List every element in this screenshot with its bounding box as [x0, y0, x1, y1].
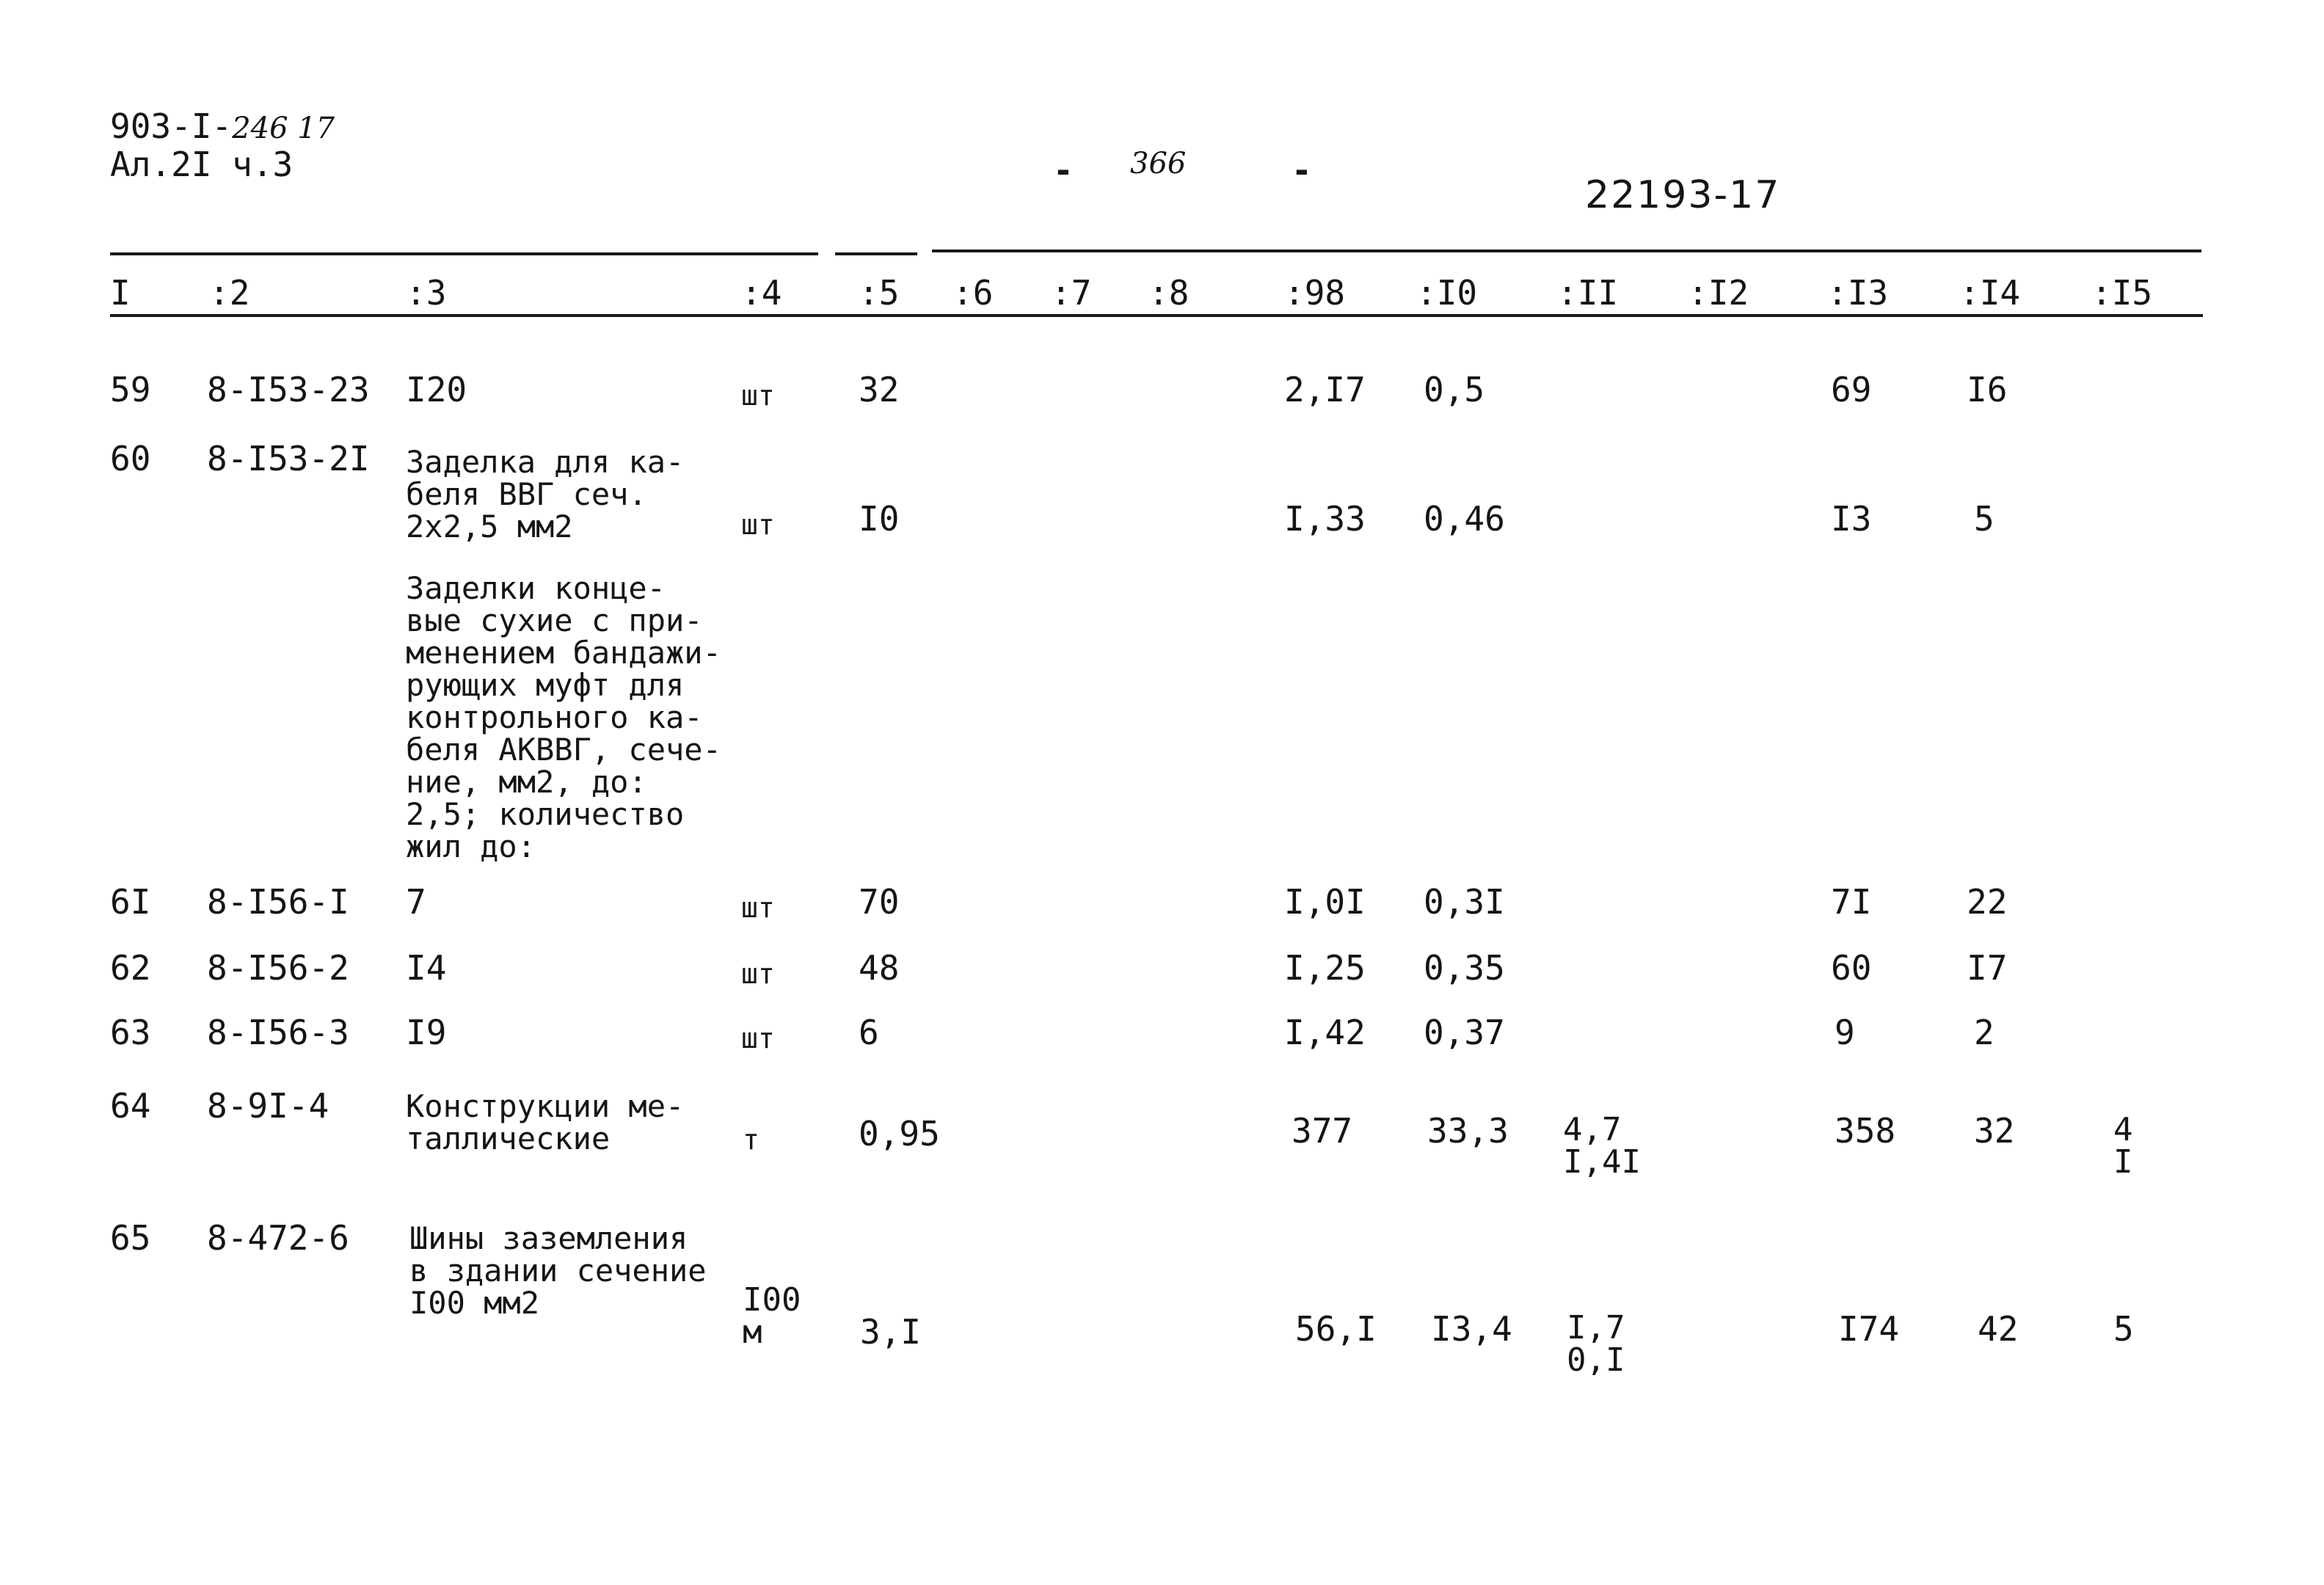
column-header-1: I [110, 273, 131, 313]
page-number: 366 [1130, 147, 1187, 181]
page-dash-left: - [1053, 150, 1074, 190]
value-col-10: I3,4 [1431, 1309, 1512, 1349]
value-col-10: 0,46 [1424, 499, 1505, 539]
row-number: 59 [110, 370, 151, 409]
column-header-7: :7 [1051, 273, 1092, 313]
unit: шт [741, 892, 775, 924]
value-col-11: 4,7 I,4I [1563, 1111, 1641, 1181]
value-col-15: 5 [2113, 1309, 2134, 1349]
header-top-rule-3 [932, 249, 2201, 252]
item-name: I4 [406, 948, 447, 988]
header-top-rule-1 [110, 252, 818, 255]
value-col-14: 2 [1974, 1013, 1995, 1052]
rate-code: 8-472-6 [207, 1218, 349, 1258]
row-number: 60 [110, 439, 151, 478]
rate-code: 8-I56-3 [207, 1013, 349, 1052]
row-number: 62 [110, 948, 151, 988]
value-col-10: 0,37 [1424, 1013, 1505, 1052]
column-header-2: :2 [209, 273, 250, 313]
value-col-14: I7 [1967, 948, 2008, 988]
rate-code: 8-9I-4 [207, 1086, 329, 1126]
value-col-13: 9 [1835, 1013, 1855, 1052]
quantity: 3,I [860, 1312, 922, 1352]
value-col-10: 0,5 [1424, 370, 1485, 409]
value-col-13: 69 [1831, 370, 1872, 409]
column-header-13: :I3 [1827, 273, 1889, 313]
quantity: I0 [859, 499, 900, 539]
value-col-98: 56,I [1295, 1309, 1377, 1349]
value-col-14: 22 [1967, 882, 2008, 922]
column-header-6: :6 [952, 273, 994, 313]
value-col-10: 0,3I [1424, 882, 1505, 922]
item-name: I20 [406, 370, 467, 409]
row-number: 6I [110, 882, 151, 922]
unit: I00 м [743, 1281, 801, 1351]
quantity: 48 [859, 948, 900, 988]
stamp-number: 22193-17 [1585, 173, 1781, 217]
unit: шт [741, 1022, 775, 1054]
header-bottom-rule [110, 314, 2203, 317]
rate-code: 8-I53-2I [207, 439, 370, 478]
unit: шт [741, 379, 775, 412]
row-number: 65 [110, 1218, 151, 1258]
column-header-3: :3 [406, 273, 447, 313]
column-header-11: :II [1557, 273, 1619, 313]
value-col-14: 5 [1974, 499, 1995, 539]
item-name: Конструкции ме- таллические [406, 1088, 685, 1156]
value-col-14: 32 [1974, 1111, 2015, 1151]
group-description: Заделки конце- вые сухие с при- менением бандажи- рующих муфт для контрольного ка- беля АКВВГ, сече- ние, мм2, до: 2,5; количество жил до: [406, 570, 721, 864]
value-col-13: 7I [1831, 882, 1872, 922]
value-col-98: I,42 [1284, 1013, 1366, 1052]
item-name: I9 [406, 1013, 447, 1052]
quantity: 6 [859, 1013, 879, 1052]
rate-code: 8-I56-2 [207, 948, 349, 988]
value-col-98: I,33 [1284, 499, 1366, 539]
document-code [110, 106, 335, 146]
value-col-98: 377 [1292, 1111, 1353, 1151]
value-col-11: I,7 0,I [1567, 1309, 1625, 1379]
quantity: 32 [859, 370, 900, 409]
rate-code: 8-I53-23 [207, 370, 370, 409]
column-header-9: :98 [1284, 273, 1346, 313]
value-col-13: I74 [1838, 1309, 1900, 1349]
item-name: Шины заземления в здании сечение I00 мм2 [409, 1220, 707, 1321]
document-code-typed: 903-I- [110, 106, 233, 146]
value-col-13: 60 [1831, 948, 1872, 988]
item-name: Заделка для ка- беля ВВГ сеч. 2х2,5 мм2 [406, 444, 685, 544]
rate-code: 8-I56-I [207, 882, 349, 922]
column-header-5: :5 [859, 273, 900, 313]
unit: шт [741, 958, 775, 990]
document-code-handwritten: 246 17 [232, 112, 335, 145]
value-col-14: I6 [1967, 370, 2008, 409]
column-header-14: :I4 [1959, 273, 2021, 313]
value-col-10: 33,3 [1427, 1111, 1509, 1151]
value-col-15: 4 I [2113, 1111, 2133, 1181]
item-name: 7 [406, 882, 426, 922]
album-reference: Ал.2I ч.3 [110, 145, 294, 184]
value-col-13: I3 [1831, 499, 1872, 539]
column-header-8: :8 [1148, 273, 1190, 313]
header-top-rule-2 [835, 252, 917, 255]
column-header-10: :I0 [1416, 273, 1478, 313]
column-header-4: :4 [741, 273, 782, 313]
value-col-98: I,0I [1284, 882, 1366, 922]
value-col-13: 358 [1835, 1111, 1896, 1151]
value-col-10: 0,35 [1424, 948, 1505, 988]
unit: шт [741, 509, 775, 541]
page-dash-right: - [1292, 150, 1312, 190]
value-col-14: 42 [1978, 1309, 2019, 1349]
column-header-12: :I2 [1688, 273, 1749, 313]
row-number: 64 [110, 1086, 151, 1126]
quantity: 70 [859, 882, 900, 922]
unit: т [743, 1123, 760, 1156]
value-col-98: 2,I7 [1284, 370, 1366, 409]
value-col-98: I,25 [1284, 948, 1366, 988]
quantity: 0,95 [859, 1114, 940, 1154]
row-number: 63 [110, 1013, 151, 1052]
column-header-15: :I5 [2091, 273, 2153, 313]
